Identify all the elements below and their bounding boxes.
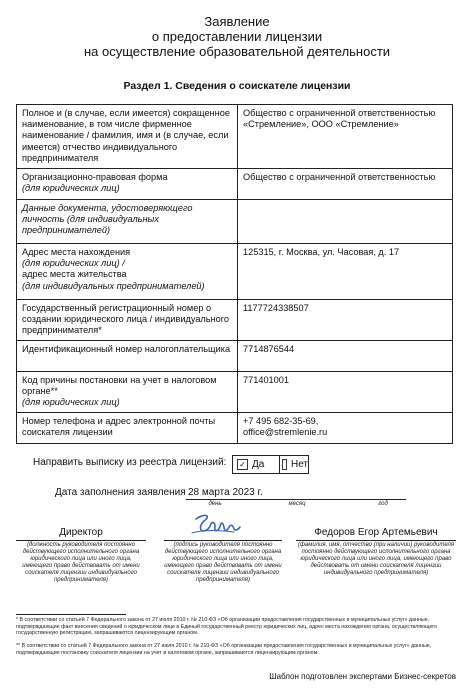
section-title: Раздел 1. Сведения о соискателе лицензии	[123, 80, 351, 92]
position-line	[16, 540, 146, 541]
day-caption: день	[208, 501, 222, 507]
row-value: 7714876544	[238, 341, 453, 372]
footnote-separator	[16, 614, 126, 615]
position-caption: (должность руководителя постоянно действующего исполнительного органа юридического лица или иного лица, имеющего право действовать от имени соискателя лицензии индивидуального предпринимателя)	[22, 542, 140, 583]
signature-line	[164, 540, 282, 541]
applicant-info-table	[16, 104, 453, 444]
row-label: Данные документа, удостоверяющего личность (для индивидуальных предпринимателей)	[17, 200, 238, 244]
title-line-1: Заявление	[204, 14, 270, 29]
month-caption: месяц	[288, 501, 306, 507]
footnote-1: * В соответствии со статьей 7 Федерального закона от 27 июля 2010 г. № 210-ФЗ «Об организации предоставления государственных и муниципальных услуг» данные, подтверждающие факт внесения сведений о юридическом лице в Единый государственный реестр юридических лиц, адрес места нахождения органа, осуществляющего государственную регистрацию, запрашиваются лицензирующим органом.	[16, 617, 438, 637]
yes-label: Да	[252, 459, 265, 470]
template-credit: Шаблон подготовлен экспертами Бизнес-секретов	[269, 672, 456, 681]
signature-caption: (подпись руководителя постоянно действующего исполнительного органа юридического лица или иного лица, имеющего право действовать от имени соискателя лицензии индивидуального предпринимателя)	[164, 542, 282, 583]
extract-yes-option[interactable]	[232, 455, 280, 474]
fill-date-label: Дата заполнения заявления	[55, 487, 186, 498]
row-value	[238, 200, 453, 244]
fill-date-line	[186, 499, 406, 500]
row-value: 1177724338507	[238, 300, 453, 341]
row-label: Номер телефона и адрес электронной почты соискателя лицензии	[17, 412, 238, 443]
title-line-3: на осуществление образовательной деятельности	[83, 44, 391, 59]
table-row	[17, 372, 453, 413]
row-value: 771401001	[238, 372, 453, 413]
row-label: Полное и (в случае, если имеется) сокращенное наименование, в том числе фирменное наименование / фамилия, имя и (в случае, если имеется) отчество индивидуального предпринимателя	[17, 105, 238, 169]
table-row	[17, 300, 453, 341]
table-row	[17, 169, 453, 200]
extract-label: Направить выписку из реестра лицензий:	[33, 457, 227, 468]
no-label: Нет	[290, 459, 308, 470]
row-value: +7 495 682-35-69, office@stremlenie.ru	[238, 412, 453, 443]
handwritten-signature	[190, 509, 242, 541]
row-label: Код причины постановки на учет в налоговом органе** (для юридических лиц)	[17, 372, 238, 413]
title-line-2: о предоставлении лицензии	[151, 29, 323, 44]
row-label: Адрес места нахождения (для юридических лиц) / адрес места жительства (для индивидуальных предпринимателей)	[17, 244, 238, 300]
yes-checkbox[interactable]: ✓	[237, 459, 248, 470]
director-title: Директор	[59, 527, 103, 538]
year-caption: год	[378, 501, 388, 507]
row-value: 125315, г. Москва, ул. Часовая, д. 17	[238, 244, 453, 300]
footnote-2: ** В соответствии со статьей 7 Федерального закона от 27 июля 2010 г. № 210-ФЗ «Об организации предоставления государственных и муниципальных услуг» данные, подтверждающие постановку соискателя лицензии на учет в налоговом органе, запрашиваются лицензирующим органом.	[16, 643, 432, 656]
table-row	[17, 412, 453, 443]
row-value: Общество с ограниченной ответственностью	[238, 169, 453, 200]
name-caption: (фамилия, имя, отчество (при наличии) руководителя постоянно действующего исполнительного органа юридического лица или иного лица, имеющего право действовать от имени соискателя лицензии индивидуального предпринимателя)	[297, 542, 455, 576]
director-full-name: Федоров Егор Артемьевич	[314, 527, 438, 538]
row-label: Организационно-правовая форма (для юридических лиц)	[17, 169, 238, 200]
extract-no-option[interactable]	[278, 455, 309, 474]
document-title	[0, 14, 474, 59]
table-row	[17, 341, 453, 372]
row-label: Идентификационный номер налогоплательщика	[17, 341, 238, 372]
name-line	[296, 540, 456, 541]
table-row	[17, 200, 453, 244]
fill-date-value: 28 марта 2023 г.	[188, 487, 263, 498]
table-row	[17, 105, 453, 169]
no-checkbox[interactable]	[282, 459, 287, 470]
row-label: Государственный регистрационный номер о создании юридического лица / индивидуального предпринимателя*	[17, 300, 238, 341]
table-row	[17, 244, 453, 300]
row-value: Общество с ограниченной ответственностью «Стремление», ООО «Стремление»	[238, 105, 453, 169]
